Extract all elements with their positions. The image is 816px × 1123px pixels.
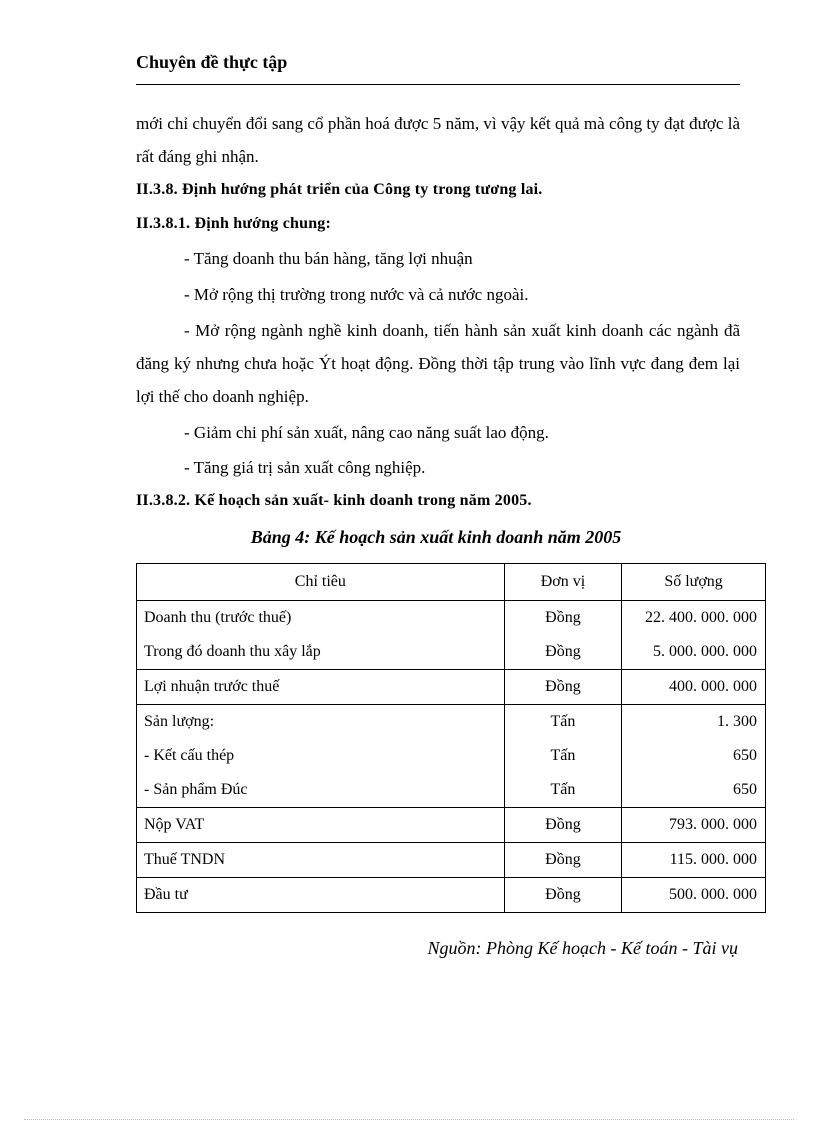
quantity-cell <box>622 843 766 878</box>
quantity-cell <box>622 670 766 705</box>
indicator-label: Sản lượng: <box>144 713 215 730</box>
quantity-cell <box>622 705 766 808</box>
indicator-label: Lợi nhuận trước thuế <box>144 678 280 695</box>
quantity-value: 500. 000. 000 <box>669 886 757 903</box>
quantity-value: 1. 300 <box>717 713 757 730</box>
unit-value: Đồng <box>545 609 581 626</box>
page-header-title: Chuyên đề thực tập <box>136 52 288 72</box>
quantity-value: 400. 000. 000 <box>669 678 757 695</box>
indicator-sub-label: - Kết cấu thép <box>144 747 235 764</box>
header-unit: Đơn vị <box>504 564 621 601</box>
unit-cell <box>504 808 621 843</box>
indicator-label: Trong đó doanh thu xây lắp <box>144 643 321 660</box>
unit-value: Tấn <box>550 781 576 798</box>
quantity-value: 793. 000. 000 <box>669 816 757 833</box>
section-heading-2-3-8-1: II.3.8.1. Định hướng chung: <box>136 215 332 232</box>
quantity-cell <box>622 601 766 670</box>
unit-cell <box>504 843 621 878</box>
indicator-label: Thuế TNDN <box>144 851 226 868</box>
quantity-value: 650 <box>733 747 757 764</box>
bullet-item: - Tăng doanh thu bán hàng, tăng lợi nhuận <box>184 249 473 268</box>
indicator-label: Đầu tư <box>144 886 188 903</box>
unit-cell <box>504 670 621 705</box>
indicator-cell <box>137 670 505 705</box>
table-row <box>137 601 766 670</box>
unit-value: Đồng <box>545 851 581 868</box>
bullet-item: - Mở rộng thị trường trong nước và cả nước ngoài. <box>184 285 529 304</box>
table-header-row <box>137 564 766 601</box>
indicator-cell <box>137 843 505 878</box>
section-heading-2-3-8: II.3.8. Định hướng phát triển của Công ty trong tương lai. <box>136 181 543 198</box>
indicator-sub-label: - Sản phẩm Đúc <box>144 781 248 798</box>
table-row <box>137 843 766 878</box>
bullet-item: - Tăng giá trị sản xuất công nghiệp. <box>184 458 426 477</box>
indicator-label: Nộp VAT <box>144 816 205 833</box>
unit-value: Đồng <box>545 816 581 833</box>
unit-value: Tấn <box>550 747 576 764</box>
indicator-cell <box>137 878 505 913</box>
table-row <box>137 808 766 843</box>
production-plan-table <box>136 563 766 913</box>
unit-value: Tấn <box>550 713 576 730</box>
quantity-value: 650 <box>733 781 757 798</box>
indicator-cell <box>137 601 505 670</box>
unit-cell <box>504 878 621 913</box>
table-row <box>137 705 766 808</box>
quantity-value: 115. 000. 000 <box>669 851 757 868</box>
unit-value: Đồng <box>545 886 581 903</box>
quantity-cell <box>622 878 766 913</box>
indicator-label: Doanh thu (trước thuế) <box>144 609 292 626</box>
table-row <box>137 670 766 705</box>
quantity-value: 5. 000. 000. 000 <box>653 643 757 660</box>
table-row <box>137 878 766 913</box>
page-bottom-divider <box>24 1119 794 1120</box>
unit-value: Đồng <box>545 643 581 660</box>
bullet-item: - Giảm chi phí sản xuất, nâng cao năng suất lao động. <box>184 423 549 442</box>
unit-cell <box>504 601 621 670</box>
indicator-cell <box>137 705 505 808</box>
header-divider <box>136 84 740 85</box>
header-quantity: Số lượng <box>622 564 766 601</box>
intro-paragraph: mới chỉ chuyển đổi sang cổ phần hoá được 5 năm, vì vậy kết quả mà công ty đạt được là rất đáng ghi nhận. <box>136 114 740 166</box>
table-source-note: Nguồn: Phòng Kế hoạch - Kế toán - Tài vụ <box>427 938 738 958</box>
unit-cell <box>504 705 621 808</box>
header-indicator: Chỉ tiêu <box>137 564 505 601</box>
quantity-cell <box>622 808 766 843</box>
quantity-value: 22. 400. 000. 000 <box>645 609 757 626</box>
indicator-cell <box>137 808 505 843</box>
table-caption: Bảng 4: Kế hoạch sản xuất kinh doanh năm 2005 <box>250 527 622 547</box>
bullet-item: - Mở rộng ngành nghề kinh doanh, tiến hành sản xuất kinh doanh các ngành đã đăng ký nhưng chưa hoặc Ýt hoạt động. Đồng thời tập trung vào lĩnh vực đang đem lại lợi thế cho doanh nghiệp. <box>136 321 740 406</box>
unit-value: Đồng <box>545 678 581 695</box>
section-heading-2-3-8-2: II.3.8.2. Kế hoạch sản xuất- kinh doanh trong năm 2005. <box>136 492 532 509</box>
